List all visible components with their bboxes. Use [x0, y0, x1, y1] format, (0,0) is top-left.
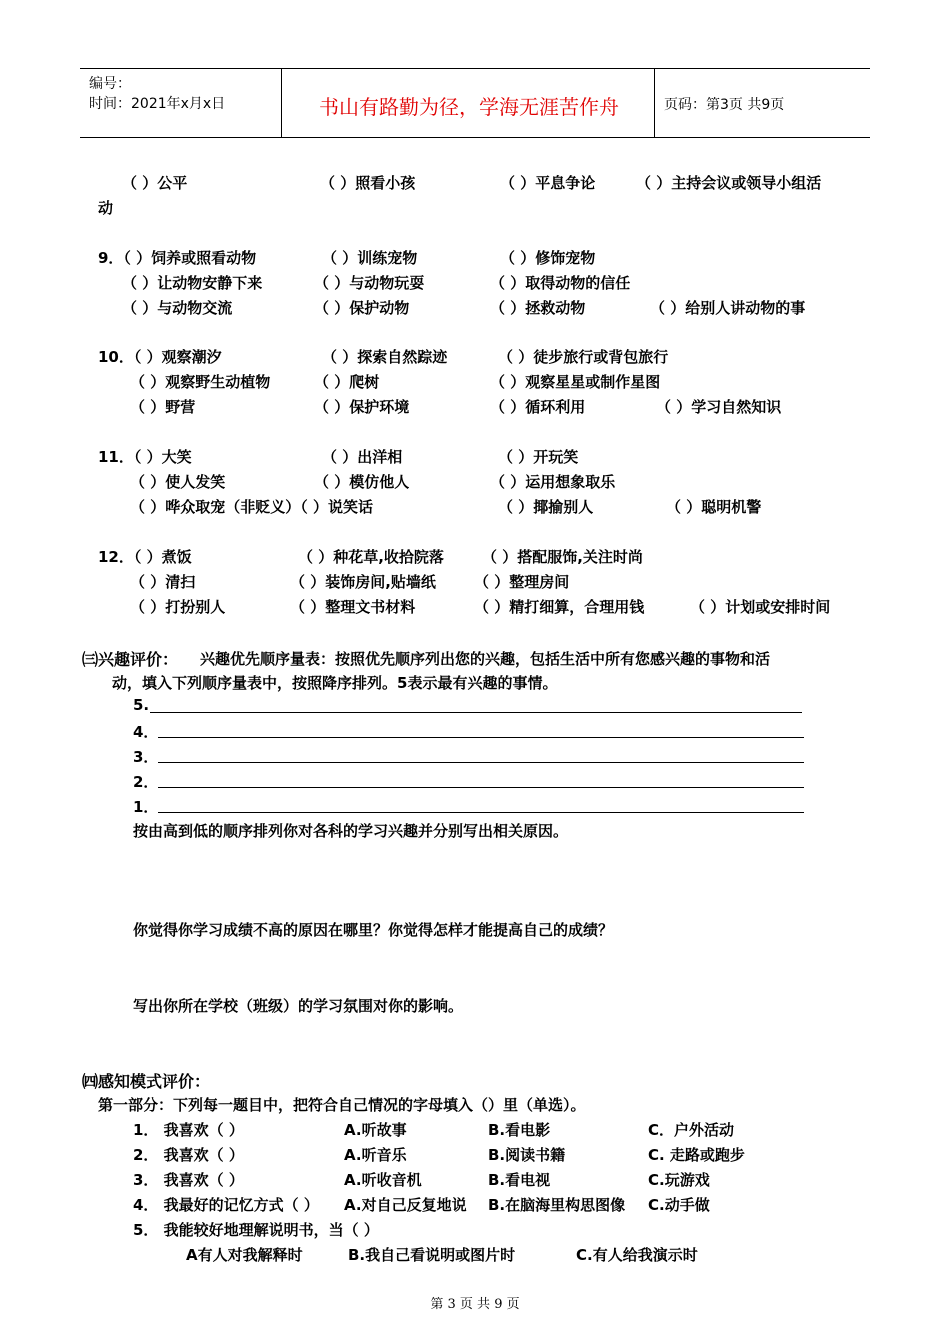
option-a: A有人对我解释时 — [186, 1246, 303, 1264]
option-item: （ ）观察星星或制作星图 — [490, 373, 661, 391]
option-item: （ ）取得动物的信任 — [490, 274, 631, 292]
option-item: （ ）循环利用 — [490, 398, 586, 416]
section-heading-interest: ㈢兴趣评价： — [82, 650, 179, 669]
question-11: 11．（ ）大笑 — [98, 448, 192, 466]
option-item: （ ）使人发笑 — [130, 473, 226, 491]
option-item: （ ）聪明机警 — [666, 498, 762, 516]
option-item: （ ）精打细算，合理用钱 — [474, 598, 645, 616]
option-item: （ ）观察野生动植物 — [130, 373, 271, 391]
option-item: （ ）公平 — [122, 174, 188, 192]
option-item: （ ）整理文书材料 — [290, 598, 416, 616]
option-item: （ ）让动物安静下来 — [122, 274, 263, 292]
option-item: （ ）徒步旅行或背包旅行 — [498, 348, 669, 366]
option-item: （ ）搭配服饰,关注时尚 — [482, 548, 643, 566]
option-c: C. 走路或跑步 — [648, 1146, 745, 1164]
section-intro: 动，填入下列顺序量表中，按照降序排列。5表示最有兴趣的事情。 — [112, 674, 558, 692]
rank-label-1: 1． — [133, 798, 159, 816]
option-item: （ ）出洋相 — [322, 448, 403, 466]
question-12: 12．（ ）煮饭 — [98, 548, 192, 566]
option-a: A.听收音机 — [344, 1171, 422, 1189]
option-item: （ ）整理房间 — [474, 573, 570, 591]
rank-label-4: 4． — [133, 723, 159, 741]
perception-question: 1． 我喜欢（ ） — [133, 1121, 244, 1139]
option-item: （ ）训练宠物 — [322, 249, 418, 267]
option-item: （ ）保护环境 — [314, 398, 410, 416]
option-item: （ ）平息争论 — [500, 174, 596, 192]
option-item: （ ）清扫 — [130, 573, 196, 591]
perception-question: 3． 我喜欢（ ） — [133, 1171, 244, 1189]
answer-line[interactable] — [158, 762, 804, 763]
prompt-subjects: 按由高到低的顺序排列你对各科的学习兴趣并分别写出相关原因。 — [133, 822, 569, 840]
option-item: （ ）种花草,收拾院落 — [298, 548, 444, 566]
answer-line[interactable] — [158, 737, 804, 738]
option-b: B.我自己看说明或图片时 — [348, 1246, 516, 1264]
prompt-grades: 你觉得你学习成绩不高的原因在哪里？你觉得怎样才能提高自己的成绩？ — [133, 921, 614, 939]
question-9: 9．（ ）饲养或照看动物 — [98, 249, 257, 267]
rank-label-2: 2． — [133, 773, 159, 791]
option-item: （ ）探索自然踪迹 — [322, 348, 448, 366]
option-item: （ ）给别人讲动物的事 — [650, 299, 806, 317]
option-item-wrap: 动 — [98, 199, 114, 217]
page-header — [80, 68, 870, 138]
option-a: A.听音乐 — [344, 1146, 407, 1164]
option-c: C.有人给我演示时 — [576, 1246, 698, 1264]
option-c: C．户外活动 — [648, 1121, 735, 1139]
answer-line[interactable] — [158, 787, 804, 788]
option-item: （ ）学习自然知识 — [656, 398, 782, 416]
document-number-label: 编号： — [89, 76, 131, 92]
answer-line[interactable] — [150, 712, 802, 713]
option-item: （ ）爬树 — [314, 373, 380, 391]
section-intro: 兴趣优先顺序量表：按照优先顺序列出您的兴趣，包括生活中所有您感兴趣的事物和活 — [200, 650, 771, 668]
option-item: （ ）保护动物 — [314, 299, 410, 317]
header-divider — [281, 69, 282, 137]
option-a: A.对自己反复地说 — [344, 1196, 467, 1214]
option-a: A.听故事 — [344, 1121, 407, 1139]
header-page-number: 页码：第3页 共9页 — [664, 97, 785, 113]
option-c: C.玩游戏 — [648, 1171, 710, 1189]
option-item: （ ）照看小孩 — [320, 174, 416, 192]
option-item: （ ）哗众取宠（非贬义）（ ）说笑话 — [130, 498, 373, 516]
header-divider — [654, 69, 655, 137]
rank-label-3: 3． — [133, 748, 159, 766]
option-b: B.阅读书籍 — [488, 1146, 566, 1164]
option-c: C.动手做 — [648, 1196, 710, 1214]
option-item: （ ）计划或安排时间 — [690, 598, 831, 616]
perception-question: 5． 我能较好地理解说明书，当（ ） — [133, 1221, 379, 1239]
option-item: （ ）开玩笑 — [498, 448, 579, 466]
answer-line[interactable] — [158, 812, 804, 813]
option-item: （ ）与动物玩耍 — [314, 274, 425, 292]
prompt-atmosphere: 写出你所在学校（班级）的学习氛围对你的影响。 — [133, 997, 464, 1015]
option-item: （ ）拯救动物 — [490, 299, 586, 317]
header-motto: 书山有路勤为径，学海无涯苦作舟 — [319, 95, 619, 119]
option-item: （ ）与动物交流 — [122, 299, 233, 317]
option-item: （ ）野营 — [130, 398, 196, 416]
perception-question: 4． 我最好的记忆方式（ ） — [133, 1196, 319, 1214]
option-b: B.看电影 — [488, 1121, 551, 1139]
option-item: （ ）模仿他人 — [314, 473, 410, 491]
perception-question: 2． 我喜欢（ ） — [133, 1146, 244, 1164]
option-item: （ ）主持会议或领导小组活 — [636, 174, 822, 192]
option-item: （ ）揶揄别人 — [498, 498, 594, 516]
option-item: （ ）运用想象取乐 — [490, 473, 616, 491]
option-item: （ ）修饰宠物 — [500, 249, 596, 267]
option-b: B.看电视 — [488, 1171, 551, 1189]
option-item: （ ）装饰房间,贴墙纸 — [290, 573, 436, 591]
option-b: B.在脑海里构思图像 — [488, 1196, 626, 1214]
section-heading-perception: ㈣感知模式评价： — [82, 1072, 211, 1091]
question-10: 10．（ ）观察潮汐 — [98, 348, 222, 366]
option-item: （ ）打扮别人 — [130, 598, 226, 616]
rank-label-5: 5. — [133, 696, 150, 714]
document-date-label: 时间：2021年x月x日 — [89, 96, 226, 112]
part-one-instructions: 第一部分：下列每一题目中，把符合自己情况的字母填入（）里（单选）。 — [98, 1096, 586, 1114]
page-footer: 第 3 页 共 9 页 — [430, 1297, 520, 1312]
